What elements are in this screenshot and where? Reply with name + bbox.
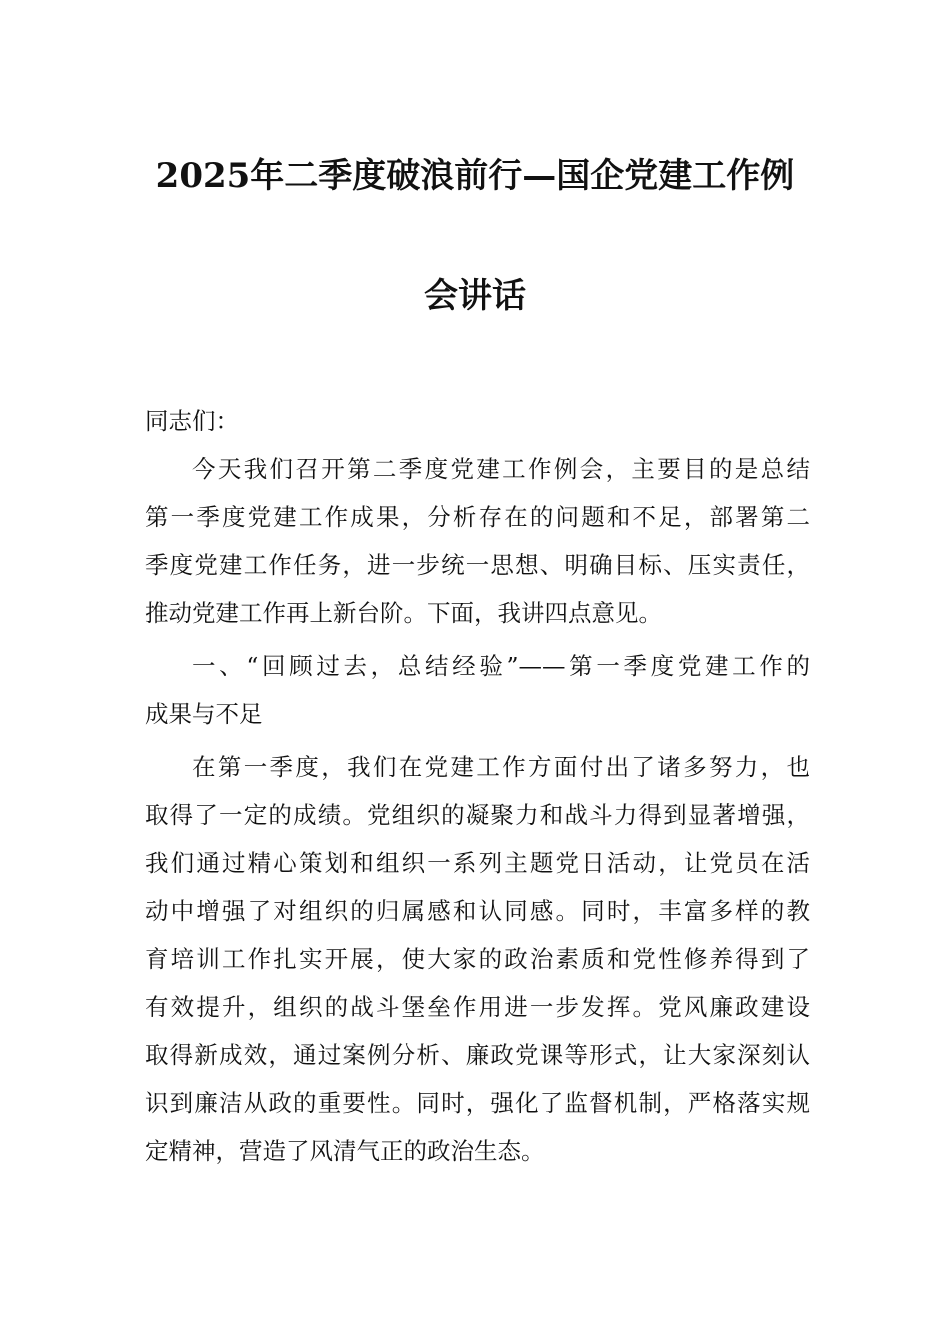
salutation-paragraph: [145, 397, 810, 445]
paragraph-line: 我们通过精心策划和组织一系列主题党日活动，让党员在活: [145, 849, 810, 877]
salutation: 同志们：: [145, 407, 239, 435]
paragraph-line: 一、“回顾过去，总结经验”——第一季度党建工作的: [192, 652, 810, 680]
body-paragraph: [145, 642, 810, 738]
document-title-line-1: 2025年二季度破浪前行—国企党建工作例: [155, 156, 795, 196]
body-paragraph: [145, 743, 810, 1175]
body-paragraph: [145, 445, 810, 637]
paragraph-line: 第一季度党建工作成果，分析存在的问题和不足，部署第二: [145, 503, 810, 531]
paragraph-line: 推动党建工作再上新台阶。下面，我讲四点意见。: [145, 599, 662, 627]
paragraph-line: 季度党建工作任务，进一步统一思想、明确目标、压实责任，: [145, 551, 810, 579]
paragraph-line: 今天我们召开第二季度党建工作例会，主要目的是总结: [192, 455, 810, 483]
document-title-line-2: 会讲话: [424, 276, 526, 316]
paragraph-line: 定精神，营造了风清气正的政治生态。: [145, 1137, 545, 1165]
paragraph-line: 育培训工作扎实开展，使大家的政治素质和党性修养得到了: [145, 945, 810, 973]
paragraph-line: 成果与不足: [145, 700, 263, 728]
paragraph-line: 取得新成效，通过案例分析、廉政党课等形式，让大家深刻认: [145, 1041, 810, 1069]
paragraph-line: 动中增强了对组织的归属感和认同感。同时，丰富多样的教: [145, 897, 810, 925]
paragraph-line: 识到廉洁从政的重要性。同时，强化了监督机制，严格落实规: [145, 1089, 810, 1117]
paragraph-line: 取得了一定的成绩。党组织的凝聚力和战斗力得到显著增强，: [145, 801, 810, 829]
paragraph-line: 在第一季度，我们在党建工作方面付出了诸多努力，也: [192, 753, 810, 781]
paragraph-line: 有效提升，组织的战斗堡垒作用进一步发挥。党风廉政建设: [145, 993, 810, 1021]
document-body: [145, 397, 810, 1175]
